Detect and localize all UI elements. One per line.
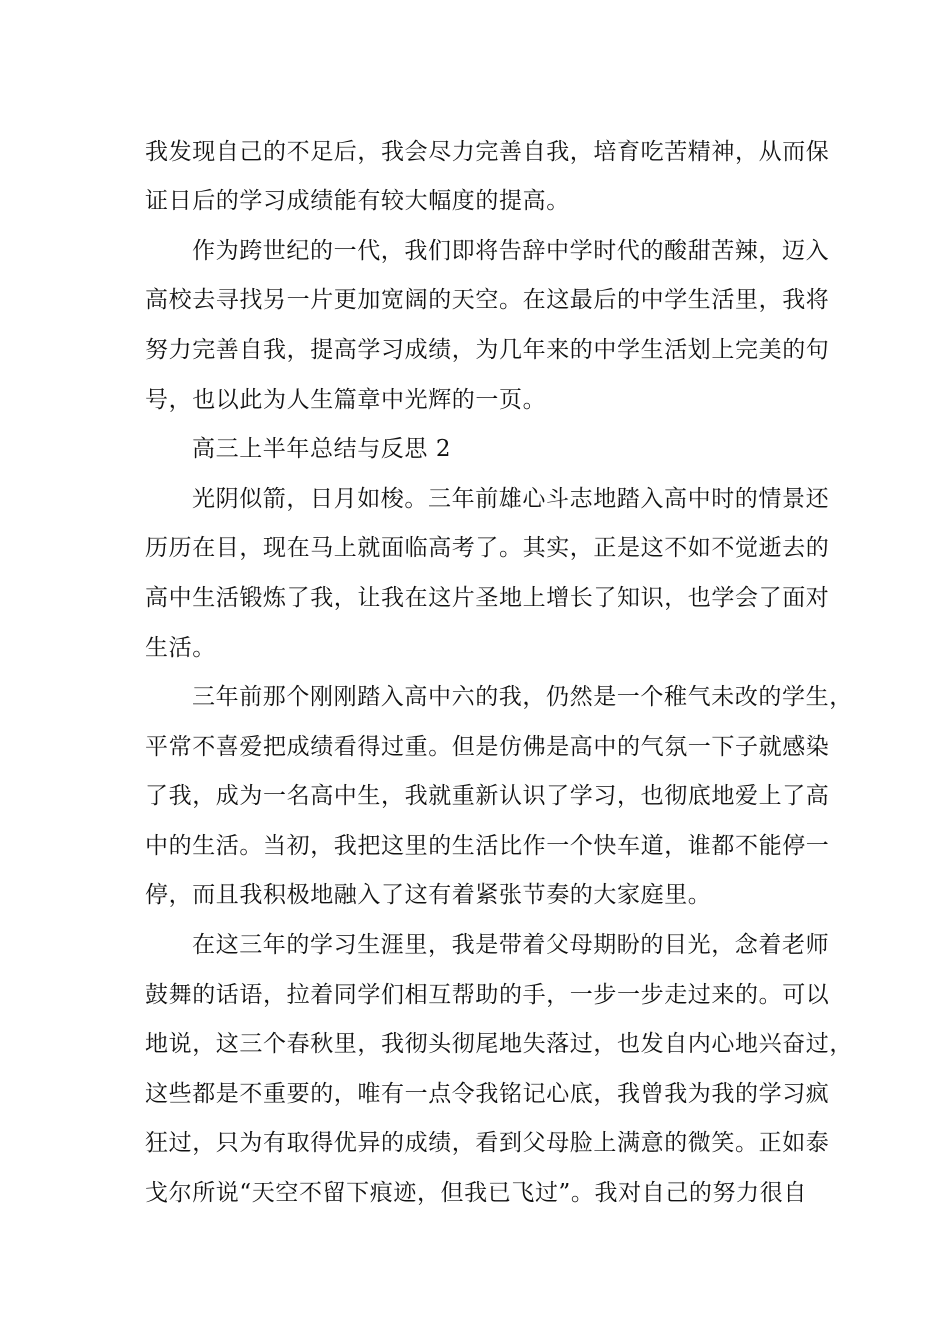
text-line: 地说，这三个春秋里，我彻头彻尾地失落过，也发自内心地兴奋过， xyxy=(145,1031,853,1057)
text-line: 了我，成为一名高中生，我就重新认识了学习，也彻底地爱上了高 xyxy=(145,783,830,809)
text-line: 三年前那个刚刚踏入高中六的我，仍然是一个稚气未改的学生， xyxy=(192,684,853,710)
text-line: 在这三年的学习生涯里，我是带着父母期盼的目光，念着老师 xyxy=(192,932,830,958)
text-line: 停，而且我积极地融入了这有着紧张节奏的大家庭里。 xyxy=(145,882,712,908)
text-line: 戈尔所说“天空不留下痕迹，但我已飞过”。我对自己的努力很自 xyxy=(145,1180,807,1206)
text-line: 高中生活锻炼了我，让我在这片圣地上增长了知识，也学会了面对 xyxy=(145,585,830,611)
text-line: 高校去寻找另一片更加宽阔的天空。在这最后的中学生活里，我将 xyxy=(145,287,830,313)
text-line: 平常不喜爱把成绩看得过重。但是仿佛是高中的气氛一下子就感染 xyxy=(145,734,830,760)
text-line: 中的生活。当初，我把这里的生活比作一个快车道，谁都不能停一 xyxy=(145,833,830,859)
text-line: 我发现自己的不足后，我会尽力完善自我，培育吃苦精神，从而保 xyxy=(145,139,830,165)
text-line: 鼓舞的话语，拉着同学们相互帮助的手，一步一步走过来的。可以 xyxy=(145,982,830,1008)
text-line: 号，也以此为人生篇章中光辉的一页。 xyxy=(145,387,547,413)
text-line: 历历在目，现在马上就面临高考了。其实，正是这不如不觉逝去的 xyxy=(145,535,830,561)
text-line: 证日后的学习成绩能有较大幅度的提高。 xyxy=(145,188,570,214)
text-line: 光阴似箭，日月如梭。三年前雄心斗志地踏入高中时的情景还 xyxy=(192,486,830,512)
text-line: 这些都是不重要的，唯有一点令我铭记心底，我曾我为我的学习疯 xyxy=(145,1081,830,1107)
text-line: 生活。 xyxy=(145,635,216,661)
section-heading: 高三上半年总结与反思 2 xyxy=(192,436,452,462)
text-line: 努力完善自我，提高学习成绩，为几年来的中学生活划上完美的句 xyxy=(145,337,830,363)
text-line: 狂过，只为有取得优异的成绩，看到父母脸上满意的微笑。正如泰 xyxy=(145,1130,830,1156)
text-line: 作为跨世纪的一代，我们即将告辞中学时代的酸甜苦辣，迈入 xyxy=(192,238,830,264)
